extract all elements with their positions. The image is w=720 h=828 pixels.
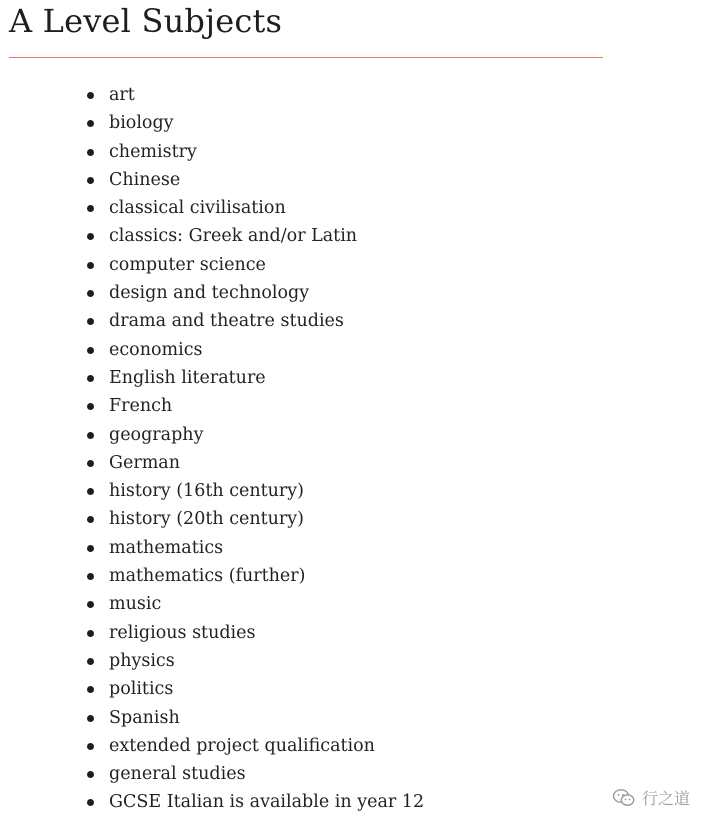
- bullet-icon: [87, 92, 94, 99]
- bullet-icon: [87, 686, 94, 693]
- subject-label: computer science: [109, 254, 266, 275]
- bullet-icon: [87, 262, 94, 269]
- subject-label: mathematics: [109, 537, 224, 558]
- subject-list-item: [0, 534, 424, 562]
- bullet-icon: [87, 120, 94, 127]
- subject-list-item: [0, 477, 424, 505]
- subject-list-item: [0, 307, 424, 335]
- bullet-icon: [87, 573, 94, 580]
- wechat-icon: [612, 788, 636, 808]
- subject-label: chemistry: [109, 141, 197, 162]
- subject-list-item: [0, 279, 424, 307]
- subject-label: general studies: [109, 764, 246, 785]
- subject-label: English literature: [109, 367, 266, 388]
- subject-label: mathematics (further): [109, 566, 306, 587]
- subject-list-item: [0, 704, 424, 732]
- bullet-icon: [87, 743, 94, 750]
- bullet-icon: [87, 290, 94, 297]
- subject-label: art: [109, 85, 135, 105]
- subject-list-item: [0, 222, 424, 250]
- subject-label: history (20th century): [109, 509, 305, 530]
- subject-list-item: [0, 138, 424, 166]
- bullet-icon: [87, 715, 94, 722]
- subject-list-item: [0, 421, 424, 449]
- subject-label: physics: [109, 650, 175, 671]
- subject-list-item: [0, 732, 424, 760]
- subject-list-item: [0, 251, 424, 279]
- subject-list-item: [0, 675, 424, 703]
- subject-label: German: [109, 452, 180, 473]
- subject-list-item: [0, 760, 424, 788]
- subject-list-item: [0, 788, 424, 816]
- subject-label: biology: [109, 113, 174, 134]
- page-title: A Level Subjects: [9, 2, 283, 40]
- bullet-icon: [87, 601, 94, 608]
- subject-list-item: [0, 449, 424, 477]
- subject-list: [0, 81, 424, 817]
- bullet-icon: [87, 375, 94, 382]
- subject-label: GCSE Italian is available in year 12: [109, 792, 425, 813]
- bullet-icon: [87, 233, 94, 240]
- subject-list-item: [0, 81, 424, 109]
- subject-label: Spanish: [109, 707, 180, 728]
- bullet-icon: [87, 432, 94, 439]
- bullet-icon: [87, 516, 94, 523]
- subject-list-item: [0, 619, 424, 647]
- bullet-icon: [87, 658, 94, 665]
- subject-label: history (16th century): [109, 481, 305, 502]
- bullet-icon: [87, 347, 94, 354]
- subject-label: music: [109, 594, 162, 615]
- watermark: [612, 786, 690, 809]
- bullet-icon: [87, 545, 94, 552]
- bullet-icon: [87, 149, 94, 156]
- subject-label: extended project qualification: [109, 735, 375, 756]
- subject-list-item: [0, 647, 424, 675]
- title-divider: [9, 57, 603, 58]
- bullet-icon: [87, 771, 94, 778]
- bullet-icon: [87, 460, 94, 467]
- subject-list-item: [0, 166, 424, 194]
- bullet-icon: [87, 403, 94, 410]
- bullet-icon: [87, 799, 94, 806]
- subject-list-item: [0, 364, 424, 392]
- bullet-icon: [87, 630, 94, 637]
- subject-label: classics: Greek and/or Latin: [109, 226, 358, 247]
- subject-list-item: [0, 194, 424, 222]
- subject-label: geography: [109, 424, 204, 445]
- subject-list-item: [0, 505, 424, 533]
- bullet-icon: [87, 488, 94, 495]
- bullet-icon: [87, 318, 94, 325]
- subject-list-item: [0, 562, 424, 590]
- subject-list-item: [0, 590, 424, 618]
- subject-list-item: [0, 109, 424, 137]
- subject-list-item: [0, 392, 424, 420]
- subject-list-item: [0, 336, 424, 364]
- subject-label: religious studies: [109, 622, 256, 643]
- subject-label: economics: [109, 339, 203, 360]
- subject-label: politics: [109, 679, 174, 700]
- subject-label: French: [109, 396, 173, 417]
- bullet-icon: [87, 205, 94, 212]
- subject-label: design and technology: [109, 283, 310, 304]
- subject-label: classical civilisation: [109, 198, 286, 219]
- watermark-text: 行之道: [642, 789, 691, 808]
- bullet-icon: [87, 177, 94, 184]
- subject-label: Chinese: [109, 169, 181, 190]
- subject-label: drama and theatre studies: [109, 311, 344, 332]
